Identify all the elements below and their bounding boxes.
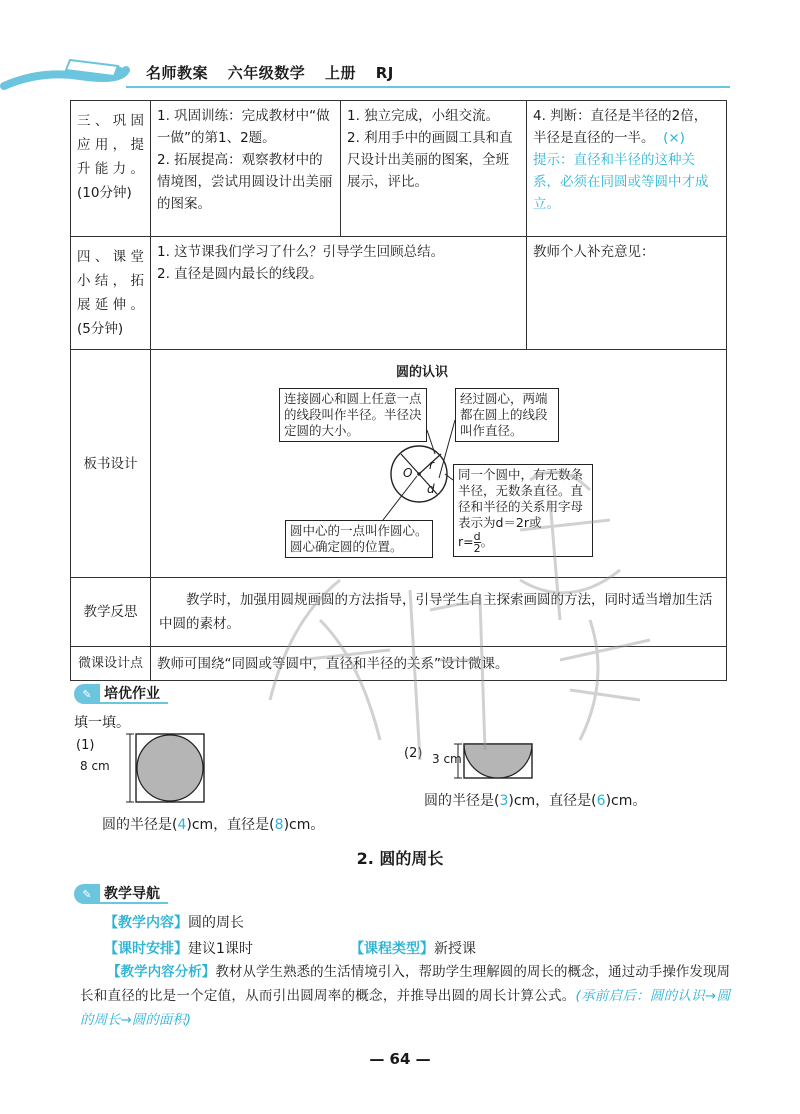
type-label: 【课程类型】 xyxy=(350,941,434,957)
stage-cell: 三、巩固应用，提升能力。(10分钟) xyxy=(71,101,151,237)
table-row-summary xyxy=(71,237,727,350)
hours-label: 【课时安排】 xyxy=(104,941,188,957)
analysis-text: 教材从学生熟悉的生活情境引入，帮助学生理解圆的周长的概念，通过动手操作发现周长和直径的比是一个定值，从而引出圆周率的概念，并推导出圆的周长计算公式。 xyxy=(80,964,731,1004)
summary-item-1: 1. 这节课我们学习了什么？引导学生回顾总结。 xyxy=(157,244,445,260)
micro-text: 教师可围绕“同圆或等圆中，直径和半径的关系”设计微课。 xyxy=(151,647,727,681)
section-title: 2. 圆的周长 xyxy=(356,849,444,868)
exercise-cell xyxy=(527,101,727,237)
lesson-table xyxy=(70,100,727,681)
content-value: 圆的周长 xyxy=(188,915,244,931)
q1-radius-answer: 4 xyxy=(177,817,187,833)
teacher-activity-cell xyxy=(151,101,341,237)
analysis-label: 【教学内容分析】 xyxy=(107,964,216,980)
hours-line xyxy=(104,938,253,958)
board-design xyxy=(151,350,726,570)
page-header xyxy=(0,0,800,96)
label-r: r xyxy=(429,458,434,472)
relation-formula: r= $\frac{d}{2}$ 。 xyxy=(458,530,494,555)
q2-diameter-answer: 6 xyxy=(596,793,606,809)
analysis-note: (承前启后：圆的认识→圆的周长→圆的面积) xyxy=(80,988,731,1028)
header-grade: 六年级数学 xyxy=(227,64,306,82)
board-title: 圆的认识 xyxy=(396,365,449,380)
student-activity-2: 2. 利用手中的画圆工具和直尺设计出美丽的图案，全班展示，评比。 xyxy=(347,130,513,190)
reflection-text: 教学时，加强用圆规画圆的方法指导，引导学生自主探索画圆的方法，同时适当增加生活中圆的素材。 xyxy=(151,578,727,647)
homework-tag-label: 培优作业 xyxy=(100,684,168,704)
q2-radius-answer: 3 xyxy=(499,793,509,809)
nav-tag-label: 教学导航 xyxy=(100,884,168,904)
header-edition: RJ xyxy=(375,64,394,82)
header-rule xyxy=(126,86,730,88)
header-title xyxy=(146,62,408,83)
table-row-consolidate xyxy=(71,101,727,237)
nav-tag xyxy=(74,884,168,904)
bookmark-icon: ✎ xyxy=(74,684,100,704)
bookmark-icon: ✎ xyxy=(74,884,100,904)
q1-dimension: 8 cm xyxy=(80,759,110,773)
table-row-board xyxy=(71,350,727,578)
judge-hint: 提示：直径和半径的这种关系，必须在同圆或等圆中才成立。 xyxy=(533,152,709,212)
teacher-note-cell: 教师个人补充意见： xyxy=(527,237,727,350)
reflection-label: 教学反思 xyxy=(71,578,151,647)
board-label: 板书设计 xyxy=(71,350,151,578)
pencil-ribbon-icon xyxy=(0,40,130,100)
summary-item-2: 2. 直径是圆内最长的线段。 xyxy=(157,266,323,282)
content-line xyxy=(104,912,244,932)
center-definition: 圆中心的一点叫作圆心。圆心确定圆的位置。 xyxy=(285,520,433,558)
diameter-definition: 经过圆心，两端都在圆上的线段叫作直径。 xyxy=(455,388,559,442)
teacher-activity-1: 1. 巩固训练：完成教材中“做一做”的第1、2题。 xyxy=(157,108,330,146)
q2-number: (2) xyxy=(404,746,423,761)
judge-question: 4. 判断：直径是半径的2倍，半径是直径的一半。 (×) xyxy=(533,108,708,146)
q1-number: (1) xyxy=(76,738,95,753)
analysis-paragraph xyxy=(80,960,730,1032)
label-o: O xyxy=(403,466,413,480)
board-cell xyxy=(151,350,727,578)
header-book: 名师教案 xyxy=(146,64,209,82)
q1-diameter-answer: 8 xyxy=(274,817,284,833)
hours-value: 建议1课时 xyxy=(188,941,253,957)
circle-diagram xyxy=(151,350,800,570)
q1-square-circle-figure xyxy=(118,730,238,810)
label-d: d xyxy=(427,482,435,496)
micro-label: 微课设计点 xyxy=(71,647,151,681)
type-line xyxy=(350,938,476,958)
judge-answer: (×) xyxy=(663,130,685,146)
radius-definition: 连接圆心和圆上任意一点的线段叫作半径。半径决定圆的大小。 xyxy=(279,388,427,442)
stage-cell: 四、课堂小结，拓展延伸。(5分钟) xyxy=(71,237,151,350)
homework-tag xyxy=(74,684,168,704)
q2-dimension: 3 cm xyxy=(432,752,462,766)
page-number: — 64 — xyxy=(369,1050,431,1068)
summary-cell xyxy=(151,237,527,350)
header-volume: 上册 xyxy=(325,64,357,82)
table-row-reflection xyxy=(71,578,727,647)
relation-note: 同一个圆中，有无数条半径，无数条直径。直径和半径的关系用字母表示为d＝2r或 r= $\frac{d}{2}$ 。 xyxy=(453,464,593,557)
type-value: 新授课 xyxy=(434,941,476,957)
student-activity-1: 1. 独立完成，小组交流。 xyxy=(347,108,500,124)
q2-rectangle-semicircle-figure xyxy=(452,740,572,790)
table-row-micro xyxy=(71,647,727,681)
q2-answer-line: 圆的半径是(3)cm，直径是(6)cm。 xyxy=(424,793,647,809)
homework-instruction: 填一填。 xyxy=(74,715,130,731)
q1-answer-line: 圆的半径是(4)cm，直径是(8)cm。 xyxy=(102,817,325,833)
student-activity-cell xyxy=(341,101,527,237)
content-label: 【教学内容】 xyxy=(104,915,188,931)
teacher-activity-2: 2. 拓展提高：观察教材中的情境图，尝试用圆设计出美丽的图案。 xyxy=(157,152,333,212)
